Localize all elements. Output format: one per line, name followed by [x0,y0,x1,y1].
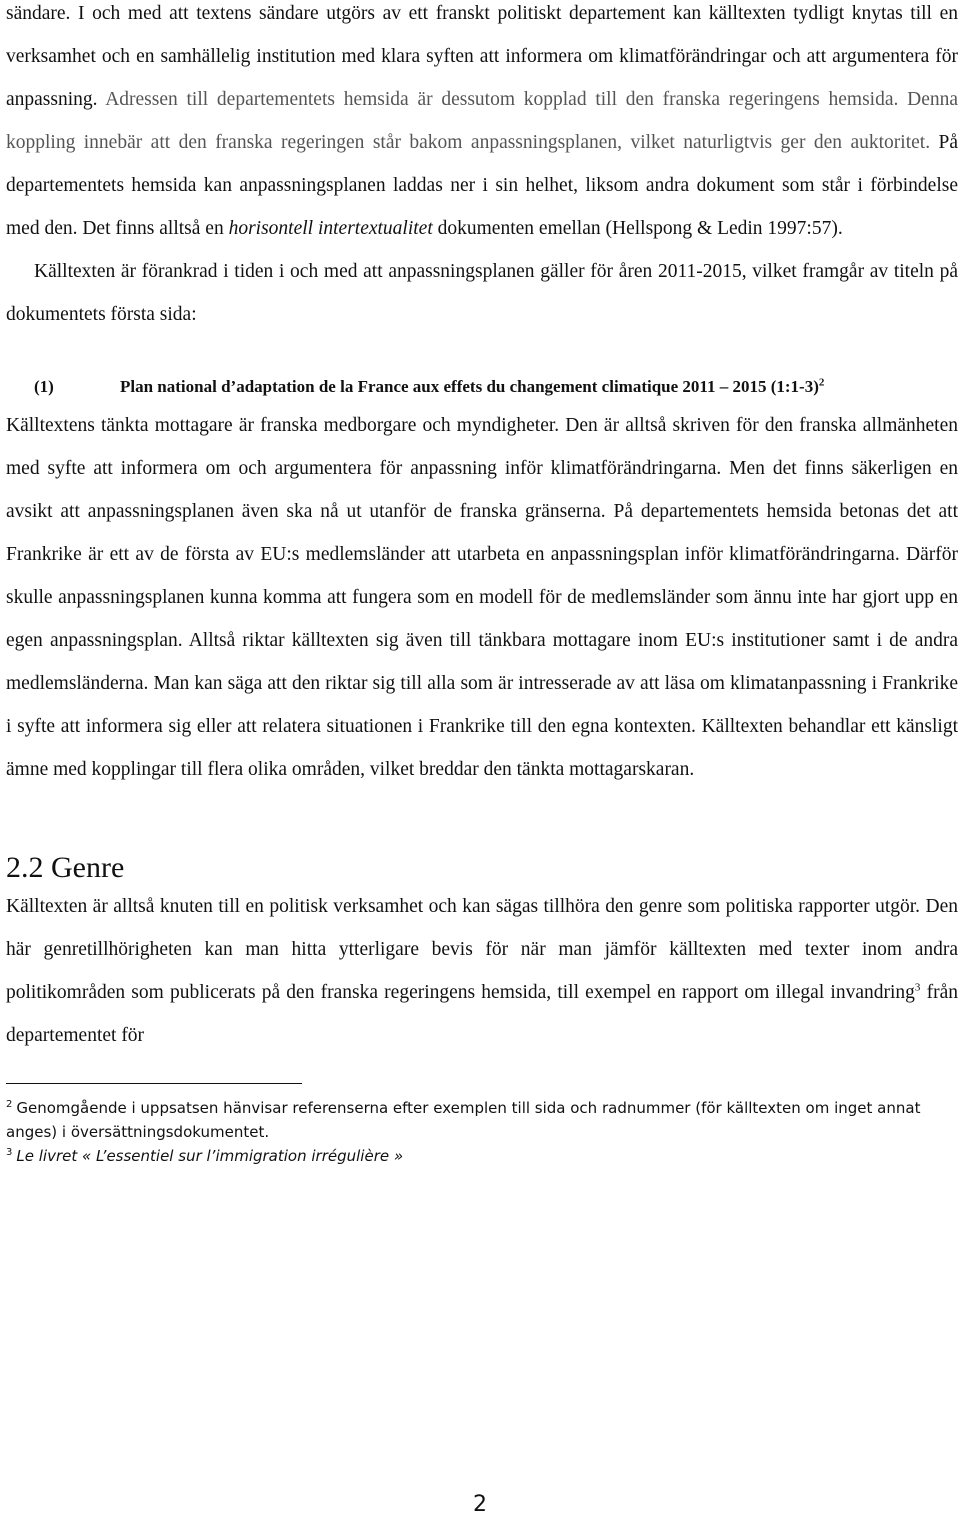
footnote-mark: 3 [6,1147,13,1158]
paragraph-1-text-b: På departementets hemsida kan anpassningsplanen laddas ner i sin helhet, liksom andra dokument som står i förbindelse med den. Det finns alltså en [6,132,959,239]
paragraph-4-footnote-mark: 3 [914,981,921,994]
page-number: 2 [473,1492,487,1517]
paragraph-1-text-a: sändare. I och med att textens sändare utgörs av ett franskt politiskt departement kan källtexten tydligt knytas till en verksamhet och en samhällelig institution med klara syften att informera om klimatförändringar och att argumentera för anpassning. [6,3,958,110]
paragraph-1-italic-term: horisontell intertextualitet [228,218,433,239]
paragraph-4-text-a: Källtexten är alltså knuten till en politisk verksamhet och kan sägas tillhöra den genre som politiska rapporter utgör. Den här genretillhörigheten kan man hitta ytterligare bevis för när man jämför källtexten med texter inom andra politikområden som publicerats på den franska regeringens hemsida, till exempel en rapport om illegal invandring [6,896,958,1003]
paragraph-2: Källtexten är förankrad i tiden i och med att anpassningsplanen gäller för åren 2011-2015, vilket framgår av titeln på dokumentets första sida: [6,261,958,325]
paragraph-4 [6,885,958,1057]
footnotes [6,1096,958,1168]
example-footnote-mark: 2 [818,376,825,389]
paragraph-3: Källtextens tänkta mottagare är franska medborgare och myndigheter. Den är alltså skriven för den franska allmänheten med syfte att informera om och argumentera för anpassning inför klimatförändringarna. Men det finns säkerligen en avsikt att anpassningsplanen även ska nå ut utanför de franska gränserna. På departementets hemsida betonas det att Frankrike är ett av de första av EU:s medlemsländer att utarbeta en anpassningsplan inför klimatförändringarna. Därför skulle anpassningsplanen kunna komma att fungera som en modell för de medlemsländer som ännu inte har gjort upp en egen anpassningsplan. Alltså riktar källtexten sig även till tänkbara mottagare inom EU:s institutioner samt i de andra medlemsländerna. Man kan säga att den riktar sig till alla som är intresserade av att läsa om klimatanpassning i Frankrike i syfte att informera sig eller att relatera situationen i Frankrike till den egna kontexten. Källtexten behandlar ett känsligt ämne med kopplingar till flera olika områden, vilket breddar den tänkta mottagarskaran. [6,415,958,780]
footnote-mark: 2 [6,1099,13,1110]
footnote-text: Le livret « L’essentiel sur l’immigration irrégulière » [16,1147,404,1165]
paragraph-4-text-b: från departementet för [6,982,958,1046]
example-title: Plan national d’adaptation de la France aux effets du changement climatique 2011 – 2015 (1:1-3) [120,377,819,396]
example-number: (1) [34,377,54,396]
paragraph-1-grey-text: Adressen till departementets hemsida är dessutom kopplad till den franska regeringens hemsida. Denna koppling innebär att den franska regeringen står bakom anpassningsplanen, vilket naturligtvis ger den auktoritet. [6,89,958,153]
paragraph-1 [6,0,958,250]
footnote-separator [6,1083,302,1084]
section-heading: 2.2 Genre [6,851,125,884]
footnote-2 [6,1096,958,1144]
document-page [6,0,958,1168]
example-text [120,374,958,400]
paragraph-1-text-c: dokumenten emellan (Hellspong & Ledin 1997:57). [432,218,843,239]
example-1 [6,374,958,400]
footnote-3 [6,1144,958,1168]
footnote-text: Genomgående i uppsatsen hänvisar referenserna efter exemplen till sida och radnummer (för källtexten om inget annat anges) i översättningsdokumentet. [6,1099,921,1141]
